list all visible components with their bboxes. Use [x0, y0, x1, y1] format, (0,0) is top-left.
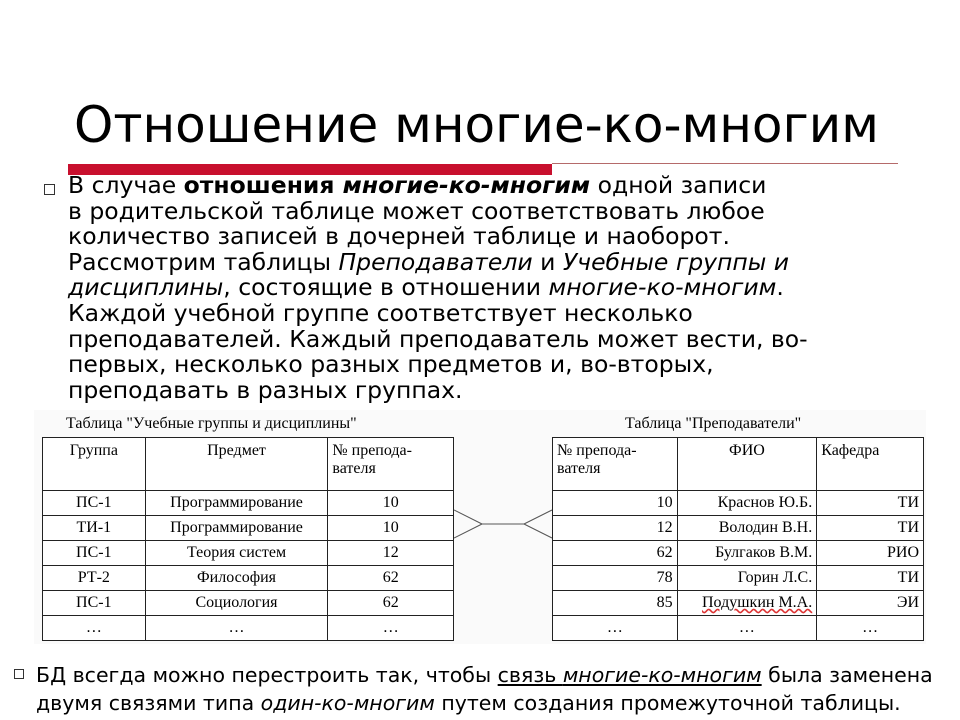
text: В случае: [68, 171, 184, 199]
text: Рассмотрим таблицы: [68, 247, 339, 276]
table-cell: Горин Л.С.: [677, 566, 817, 591]
text: .: [776, 273, 784, 302]
header-line: вателя: [557, 460, 601, 477]
table-cell: 78: [553, 566, 678, 591]
table-cell: …: [145, 616, 328, 641]
header-line: № препода-: [557, 442, 637, 459]
table-cell: Программирование: [145, 491, 328, 516]
table-cell: ТИ: [817, 491, 924, 516]
table-cell: …: [43, 616, 146, 641]
text-italic: дисциплины: [68, 273, 224, 302]
table-row: [43, 516, 454, 541]
table-cell: 62: [328, 591, 454, 616]
table-cell: …: [553, 616, 678, 641]
text: путем создания промежуточной таблицы.: [434, 691, 901, 715]
table-cell: …: [677, 616, 817, 641]
text-bold-italic: многие-ко-многим: [342, 171, 591, 199]
header-cell: ФИО: [677, 438, 817, 491]
table-cell: Володин В.Н.: [677, 516, 817, 541]
text: , состоящие в отношении: [223, 273, 549, 302]
text: и: [532, 247, 563, 276]
table-teachers: [552, 437, 924, 641]
table-cell: 12: [328, 541, 454, 566]
header-cell: Кафедра: [817, 438, 924, 491]
text-line: количество записей в дочерней таблице и наоборот.: [68, 222, 730, 251]
text-line: в родительской таблице может соответствовать любое: [68, 196, 765, 225]
table-cell: Краснов Ю.Б.: [677, 491, 817, 516]
table-cell: 85: [553, 591, 678, 616]
table-cell: Философия: [145, 566, 328, 591]
text-italic: один-ко-многим: [260, 691, 435, 715]
table-cell: Программирование: [145, 516, 328, 541]
bullet-square-icon: [14, 669, 24, 679]
title-underline-thin: [552, 163, 898, 164]
table-cell: 10: [553, 491, 678, 516]
bottom-note: [36, 661, 956, 717]
table-row: [43, 616, 454, 641]
table-cell: …: [817, 616, 924, 641]
header-line: вателя: [332, 460, 376, 477]
table-row: [43, 591, 454, 616]
table-row: [553, 566, 924, 591]
header-cell: Группа: [43, 438, 146, 491]
table-row: [553, 616, 924, 641]
header-cell: [553, 438, 678, 491]
table-row: [553, 541, 924, 566]
table-groups: [42, 437, 454, 641]
table-cell: …: [328, 616, 454, 641]
table-row: [43, 491, 454, 516]
text-italic: Учебные группы и: [562, 247, 790, 276]
table-cell: 62: [553, 541, 678, 566]
text-italic-underlined: многие-ко-многим: [562, 663, 762, 687]
table-cell: ПС-1: [43, 491, 146, 516]
table-row: [553, 516, 924, 541]
table-cell: РТ-2: [43, 566, 146, 591]
text-line: преподавать в разных группах.: [68, 375, 463, 404]
table-cell: РИО: [817, 541, 924, 566]
header-line: № препода-: [332, 442, 412, 459]
text-italic: Преподаватели: [338, 247, 533, 276]
header-cell: Предмет: [145, 438, 328, 491]
table-cell: ПС-1: [43, 541, 146, 566]
text: была заменена: [761, 663, 933, 687]
table2-caption: Таблица "Преподаватели": [625, 415, 802, 432]
table-cell: Подушкин М.А.: [677, 591, 817, 616]
table-cell: 10: [328, 491, 454, 516]
relationship-connector: [454, 500, 554, 540]
header-cell: [328, 438, 454, 491]
text-line: преподавателей. Каждый преподаватель может вести, во-: [68, 324, 808, 353]
text-italic: многие-ко-многим: [548, 273, 777, 302]
table-row: [553, 491, 924, 516]
text-line: первых, несколько разных предметов и, во-вторых,: [68, 350, 714, 379]
text: одной записи: [590, 171, 767, 199]
text: двумя связями типа: [36, 691, 261, 715]
text-underlined: связь: [497, 663, 563, 687]
text-line: Каждой учебной группе соответствует несколько: [68, 298, 693, 327]
text: БД всегда можно перестроить так, чтобы: [36, 663, 498, 687]
table-cell: 62: [328, 566, 454, 591]
table-cell: ТИ: [817, 516, 924, 541]
table-cell: 12: [553, 516, 678, 541]
table-cell: ЭИ: [817, 591, 924, 616]
table-row: [553, 591, 924, 616]
table-row: [43, 541, 454, 566]
table1-caption: Таблица "Учебные группы и дисциплины": [66, 415, 357, 432]
table-cell: ТИ-1: [43, 516, 146, 541]
table-cell: Социология: [145, 591, 328, 616]
table-row: [43, 566, 454, 591]
table-cell: Теория систем: [145, 541, 328, 566]
slide-title: Отношение многие-ко-многим: [74, 96, 880, 154]
text-bold: отношения: [183, 171, 343, 199]
bullet-square-icon: [44, 184, 55, 195]
table-cell: ПС-1: [43, 591, 146, 616]
table-cell: 10: [328, 516, 454, 541]
table-cell: Булгаков В.М.: [677, 541, 817, 566]
main-paragraph: [68, 173, 928, 403]
table-cell: ТИ: [817, 566, 924, 591]
tables-figure: [34, 410, 926, 644]
